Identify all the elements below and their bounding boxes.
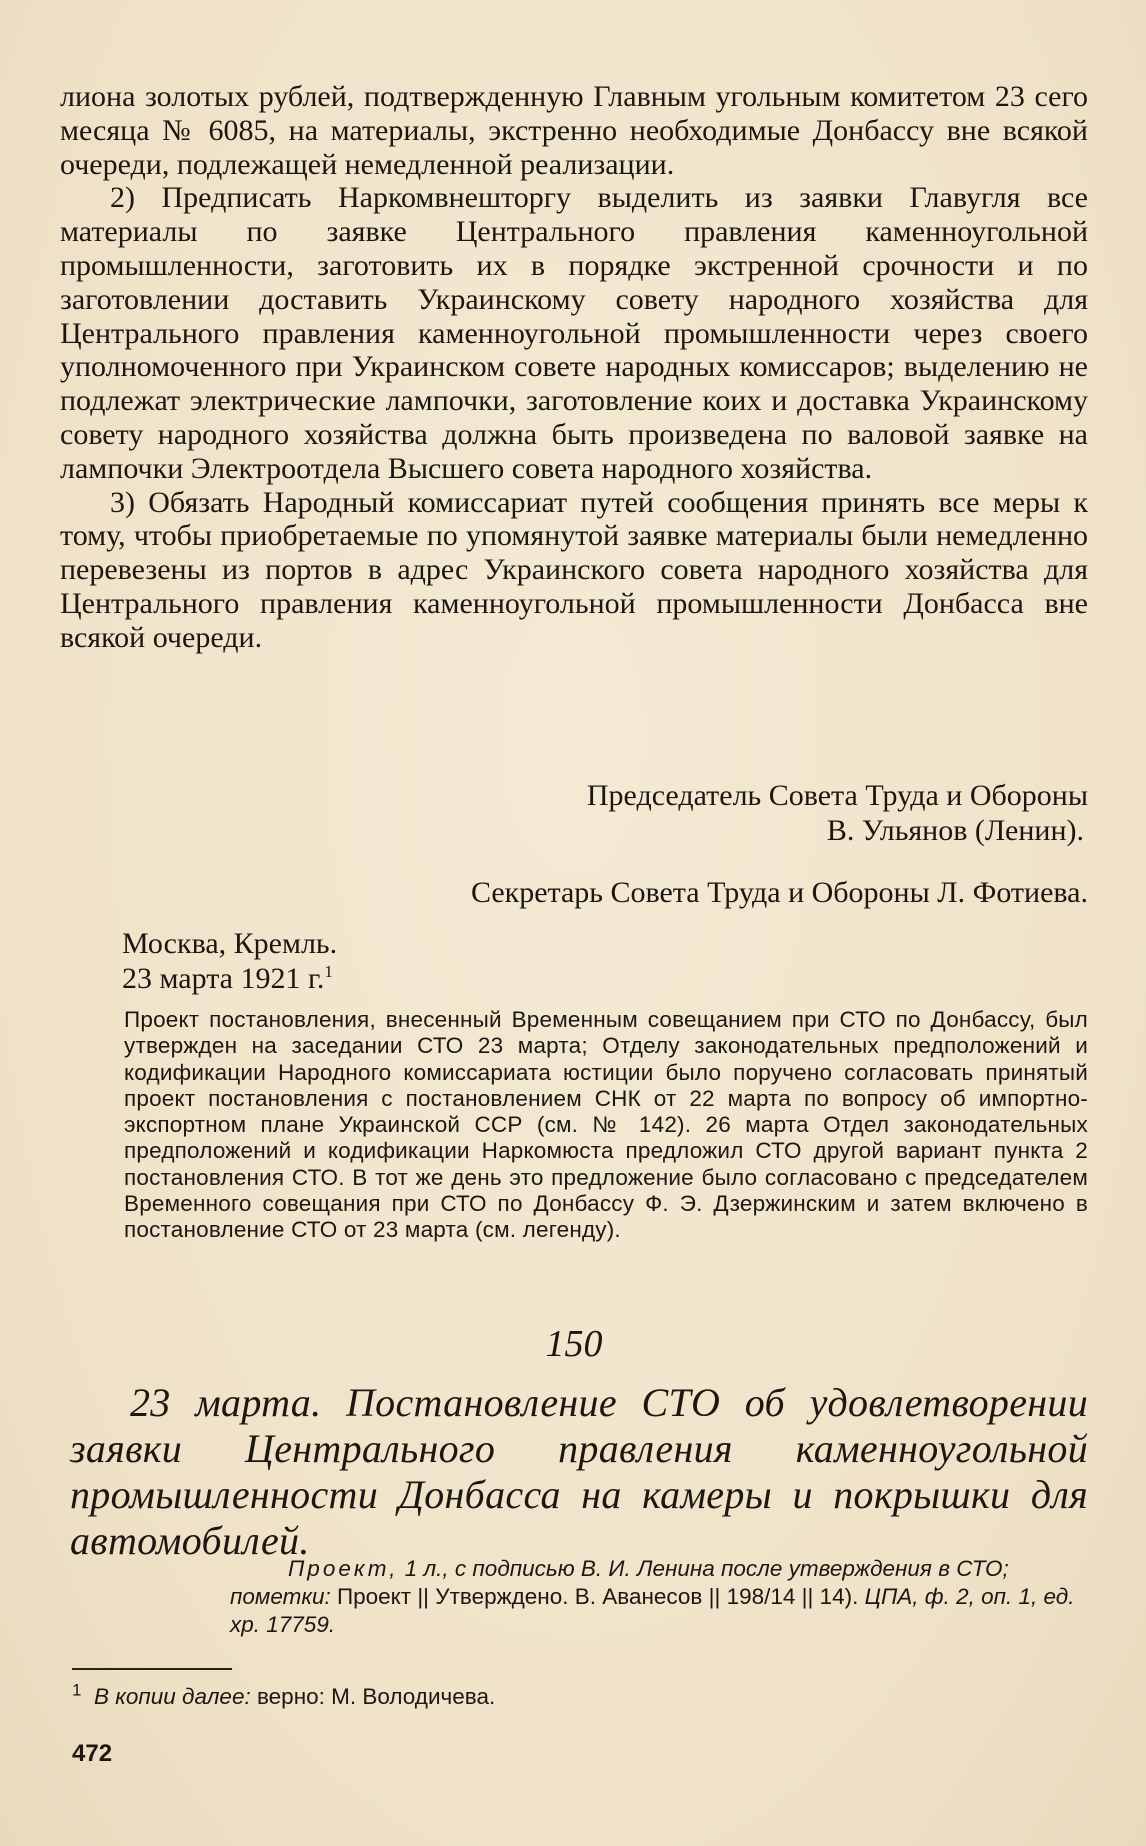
source-italic-2: ЦПА, ф. 2, оп. 1, ед. хр. 17759. — [230, 1584, 1075, 1637]
paragraph-3: 3) Обязать Народный комиссариат путей сообщения принять все меры к тому, чтобы приобретаемые по упомянутой заявке материалы были немедленно перевезены из портов в адрес Украинского совета народного хозяйства для Центрального правления каменноугольной промышленности Донбасса вне всякой очереди. — [60, 485, 1088, 654]
source-note — [230, 1555, 1088, 1639]
date: 23 марта 1921 г. — [122, 962, 325, 995]
place: Москва, Кремль. — [122, 927, 338, 960]
footnote-mark: 1 — [324, 962, 333, 981]
source-note-block — [60, 1555, 1088, 1639]
footnote-number: 1 — [72, 1680, 82, 1700]
document-heading-block — [70, 1380, 1088, 1564]
footnote-divider — [72, 1668, 232, 1670]
main-text-block — [60, 80, 1088, 655]
paragraph-continued: лиона золотых рублей, подтвержденную Главным угольным комитетом 23 сего месяца № 6085, на материалы, экстренно необходимые Донбассу вне всякой очереди, подлежащей немедленной реализации. — [60, 80, 1088, 181]
footnote-italic: В копии далее: — [93, 1684, 251, 1709]
secretary-signature: Секретарь Совета Труда и Обороны Л. Фотиева. — [470, 876, 1088, 909]
date-line — [122, 961, 1088, 996]
footnote — [72, 1680, 496, 1711]
editorial-note: Проект постановления, внесенный Временным совещанием при СТО по Донбассу, был утвержден на заседании СТО 23 марта; Отделу законодательных предположений и кодификации Народного комиссариата юстиции было поручено согласовать принятый проект постановления с постановлением СНК от 22 марта по вопросу об импортно-экспортном плане Украинской ССР (см. № 142). 26 марта Отдел законодательных предположений и кодификации Наркомюста предложил СТО другой вариант пункта 2 постановления СТО. В тот же день это предложение было согласовано с председателем Временного совещания при СТО по Донбассу Ф. Э. Дзержинским и затем включено в постановление СТО от 23 марта (см. легенду). — [124, 1007, 1088, 1243]
chair-name: В. Ульянов (Ленин). — [826, 814, 1084, 847]
document-number: 150 — [545, 1323, 603, 1365]
page-number: 472 — [72, 1740, 113, 1767]
footnote-plain: верно: М. Володичева. — [250, 1684, 496, 1709]
paragraph-2: 2) Предписать Наркомвнешторгу выделить из заявки Главугля все материалы по заявке Центрального правления каменноугольной промышленности, заготовить их в порядке экстренной срочности и по заготовлении доставить Украинскому совету народного хозяйства для Центрального правления каменноугольной промышленности через своего уполномоченного при Украинском совете народных комиссаров; выделению не подлежат электрические лампочки, заготовление коих и доставка Украинскому совету народного хозяйства должна быть произведена по валовой заявке на лампочки Электроотдела Высшего совета народного хозяйства. — [60, 181, 1088, 485]
signature-block — [60, 778, 1088, 996]
chair-title: Председатель Совета Труда и Обороны — [586, 779, 1088, 812]
document-header — [60, 1322, 1088, 1366]
source-italic-1: 1 л., с подписью В. И. Ленина после утверждения в СТО; пометки: — [230, 1556, 1009, 1609]
editorial-note-block — [124, 1007, 1088, 1244]
source-spaced: Проект, — [288, 1556, 399, 1581]
document-heading: 23 марта. Постановление СТО об удовлетворении заявки Центрального правления каменноугольной промышленности Донбасса на камеры и покрышки для автомобилей. — [70, 1380, 1088, 1563]
source-plain: Проект || Утверждено. В. Аванесов || 198/14 || 14). — [330, 1584, 859, 1609]
